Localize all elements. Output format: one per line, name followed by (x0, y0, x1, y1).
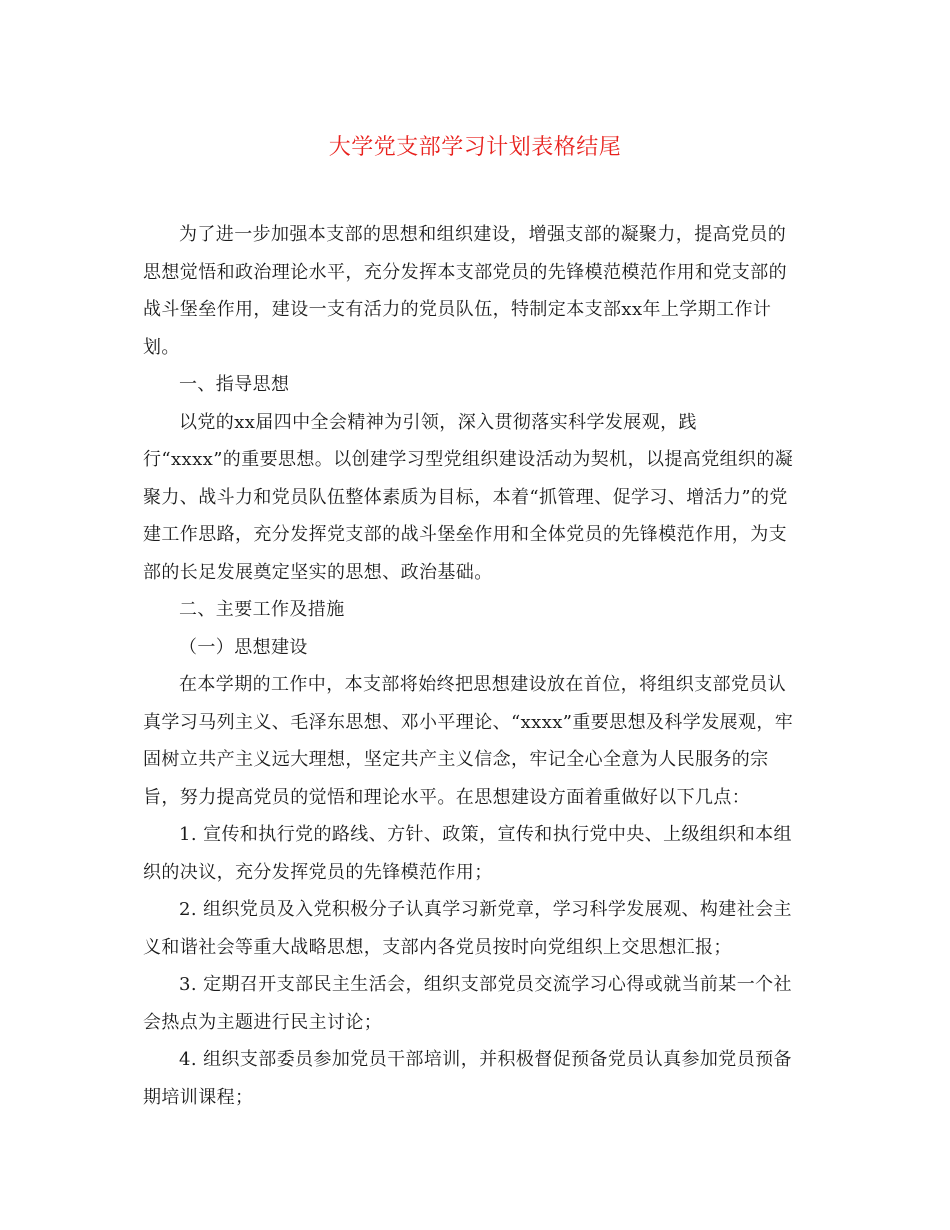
text-line: 旨，努力提高党员的觉悟和理论水平。在思想建设方面着重做好以下几点： (143, 786, 751, 808)
text-line: 1. 宣传和执行党的路线、方针、政策，宣传和执行党中央、上级组织和本组 (179, 824, 792, 845)
list-item (143, 891, 805, 966)
text-line: 为了进一步加强本支部的思想和组织建设，增强支部的凝聚力，提高党员的 (179, 224, 787, 245)
text-line: 部的长足发展奠定坚实的思想、政治基础。 (143, 561, 493, 583)
text-line: 战斗堡垒作用，建设一支有活力的党员队伍，特制定本支部xx年上学期工作计 (143, 299, 772, 320)
text-line: 思想觉悟和政治理论水平，充分发挥本支部党员的先锋模范模范作用和党支部的 (143, 261, 787, 283)
document-title: 大学党支部学习计划表格结尾 (328, 135, 622, 160)
section-heading-2 (143, 591, 805, 629)
text-line: 义和谐社会等重大战略思想，支部内各党员按时向党组织上交思想汇报； (143, 936, 732, 958)
document-body (143, 216, 805, 1116)
section-heading-1 (143, 366, 805, 404)
text-line: 在本学期的工作中，本支部将始终把思想建设放在首位，将组织支部党员认 (179, 674, 787, 695)
text-line: 一、指导思想 (179, 374, 290, 395)
text-line: （一）思想建设 (179, 636, 308, 658)
list-item (143, 816, 805, 891)
text-line: 织的决议，充分发挥党员的先锋模范作用； (143, 861, 493, 883)
text-line: 建工作思路，充分发挥党支部的战斗堡垒作用和全体党员的先锋模范作用，为支 (143, 524, 787, 545)
list-item (143, 1041, 805, 1116)
text-line: 以党的xx届四中全会精神为引领，深入贯彻落实科学发展观，践 (179, 411, 697, 433)
text-line: 划。 (143, 336, 180, 358)
text-line: 2. 组织党员及入党积极分子认真学习新党章，学习科学发展观、构建社会主 (179, 899, 792, 920)
subsection-heading (143, 629, 805, 667)
text-line: 会热点为主题进行民主讨论； (143, 1011, 383, 1033)
text-line: 固树立共产主义远大理想，坚定共产主义信念，牢记全心全意为人民服务的宗 (143, 749, 769, 770)
text-line: 3. 定期召开支部民主生活会，组织支部党员交流学习心得或就当前某一个社 (179, 974, 792, 995)
text-line: 4. 组织支部委员参加党员干部培训，并积极督促预备党员认真参加党员预备 (179, 1049, 792, 1070)
text-line: 行“xxxx”的重要思想。以创建学习型党组织建设活动为契机，以提高党组织的凝 (143, 449, 794, 470)
text-line: 期培训课程； (143, 1086, 254, 1108)
intro-paragraph (143, 216, 805, 366)
text-line: 真学习马列主义、毛泽东思想、邓小平理论、“xxxx”重要思想及科学发展观，牢 (143, 711, 794, 733)
guiding-paragraph (143, 404, 805, 592)
text-line: 聚力、战斗力和党员队伍整体素质为目标，本着“抓管理、促学习、增活力”的党 (143, 486, 788, 508)
text-line: 二、主要工作及措施 (179, 599, 345, 620)
list-item (143, 966, 805, 1041)
thought-paragraph (143, 666, 805, 816)
